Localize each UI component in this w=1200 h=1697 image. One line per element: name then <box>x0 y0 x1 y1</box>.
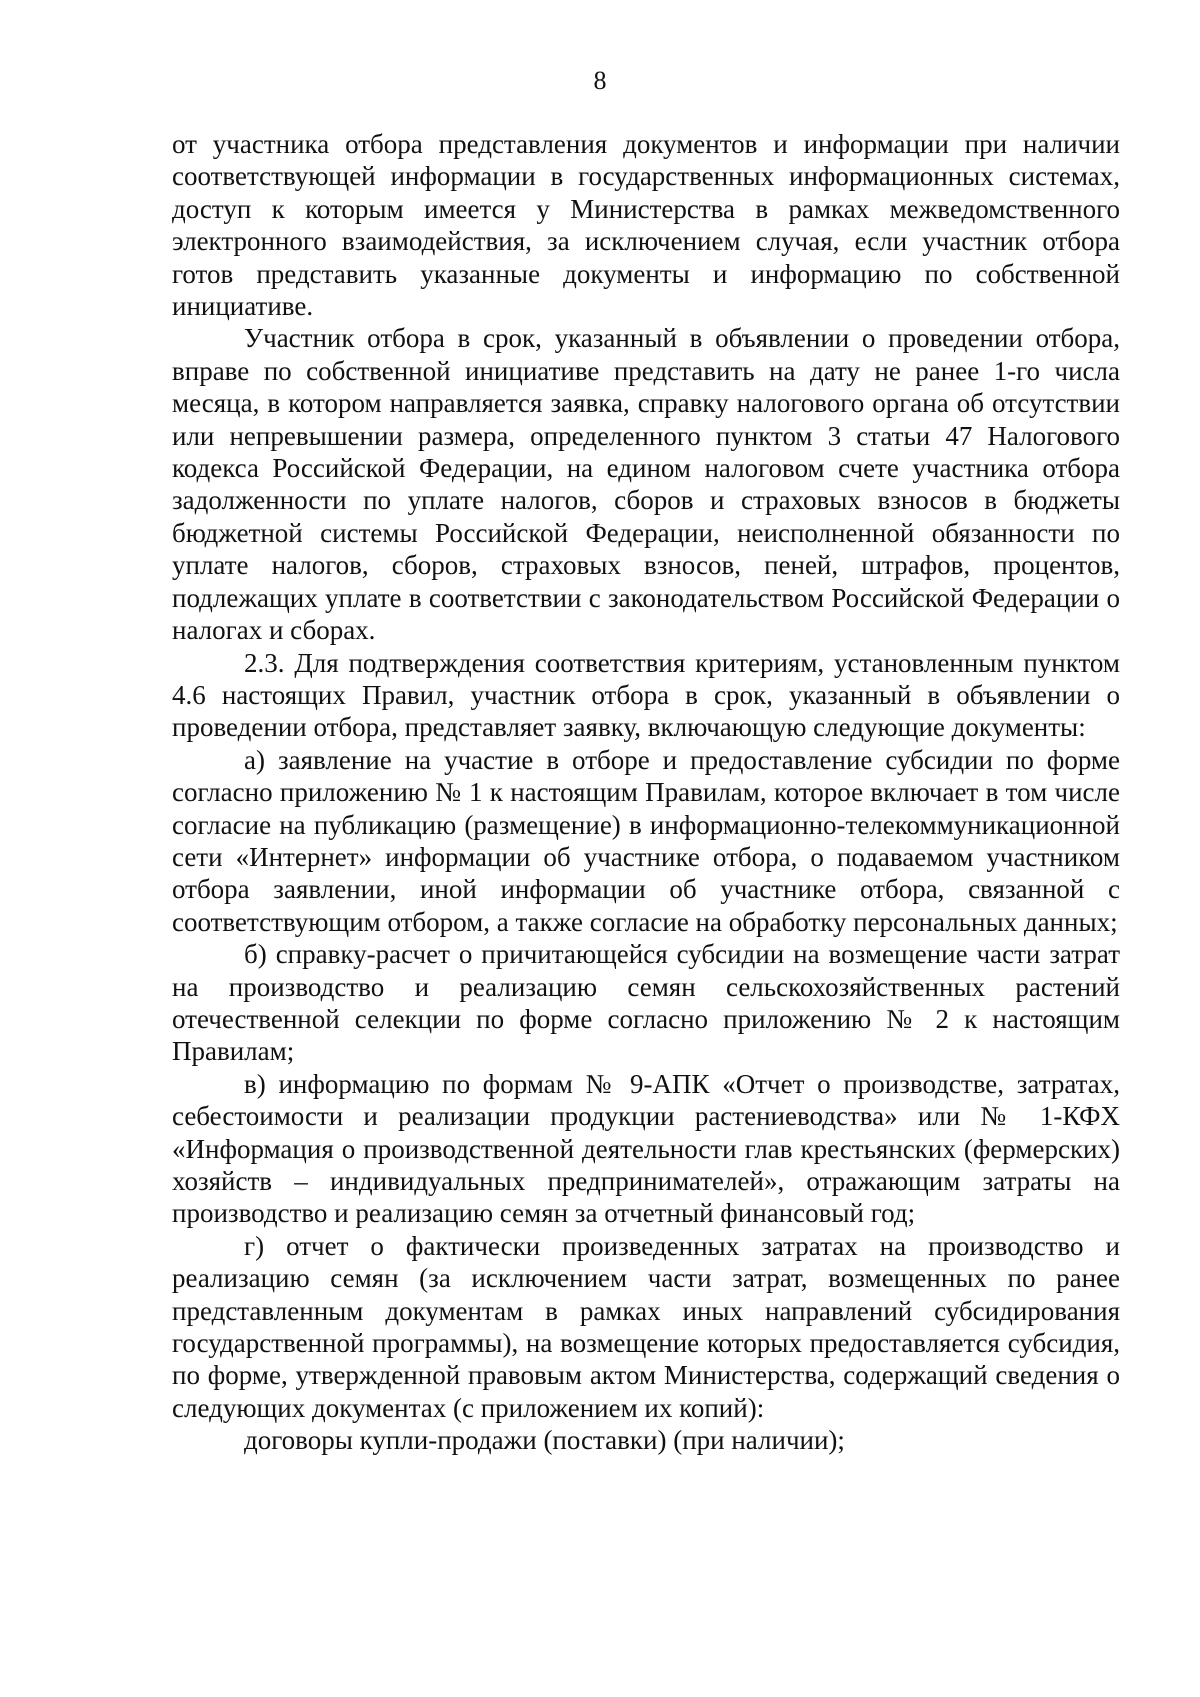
document-body <box>172 128 1120 1457</box>
list-item-v: в) информацию по формам № 9-АПК «Отчет о производстве, затратах, себестоимости и реализации продукции растениеводства» или № 1-КФХ «Информация о производственной деятельности глав крестьянских (фермерских) хозяйств – индивидуальных предпринимателей», отражающим затраты на производство и реализацию семян за отчетный финансовый год; <box>172 1068 1120 1229</box>
list-item-g: г) отчет о фактически произведенных затратах на производство и реализацию семян (за исключением части затрат, возмещенных по ранее представленным документам в рамках иных направлений субсидирования государственной программы), на возмещение которых предоставляется субсидия, по форме, утвержденной правовым актом Министерства, содержащий сведения о следующих документах (с приложением их копий): <box>172 1230 1120 1423</box>
paragraph-tax-certificate: Участник отбора в срок, указанный в объявлении о проведении отбора, вправе по собственной инициативе представить на дату не ранее 1-го числа месяца, в котором направляется заявка, справку налогового органа об отсутствии или непревышении размера, определенного пунктом 3 статьи 47 Налогового кодекса Российской Федерации, на едином налоговом счете участника отбора задолженности по уплате налогов, сборов и страховых взносов в бюджеты бюджетной системы Российской Федерации, неисполненной обязанности по уплате налогов, сборов, страховых взносов, пеней, штрафов, процентов, подлежащих уплате в соответствии с законодательством Российской Федерации о налогах и сборах. <box>172 323 1120 646</box>
paragraph-continuation: от участника отбора представления документов и информации при наличии соответствующей информации в государственных информационных системах, доступ к которым имеется у Министерства в рамках межведомственного электронного взаимодействия, за исключением случая, если участник отбора готов представить указанные документы и информацию по собственной инициативе. <box>172 129 1120 322</box>
page-number: 8 <box>593 66 607 95</box>
list-item-b: б) справку-расчет о причитающейся субсидии на возмещение части затрат на производство и реализацию семян сельскохозяйственных растений отечественной селекции по форме согласно приложению № 2 к настоящим Правилам; <box>172 939 1120 1067</box>
list-item-a: а) заявление на участие в отборе и предоставление субсидии по форме согласно приложению № 1 к настоящим Правилам, которое включает в том числе согласие на публикацию (размещение) в информационно-телекоммуникационной сети «Интернет» информации об участнике отбора, о подаваемом участником отбора заявлении, иной информации об участнике отбора, связанной с соответствующим отбором, а также согласие на обработку персональных данных; <box>172 744 1120 937</box>
paragraph-section-2-3: 2.3. Для подтверждения соответствия критериям, установленным пунктом 4.6 настоящих Правил, участник отбора в срок, указанный в объявлении о проведении отбора, представляет заявку, включающую следующие документы: <box>172 647 1120 743</box>
paragraph-contracts: договоры купли-продажи (поставки) (при наличии); <box>244 1425 845 1456</box>
